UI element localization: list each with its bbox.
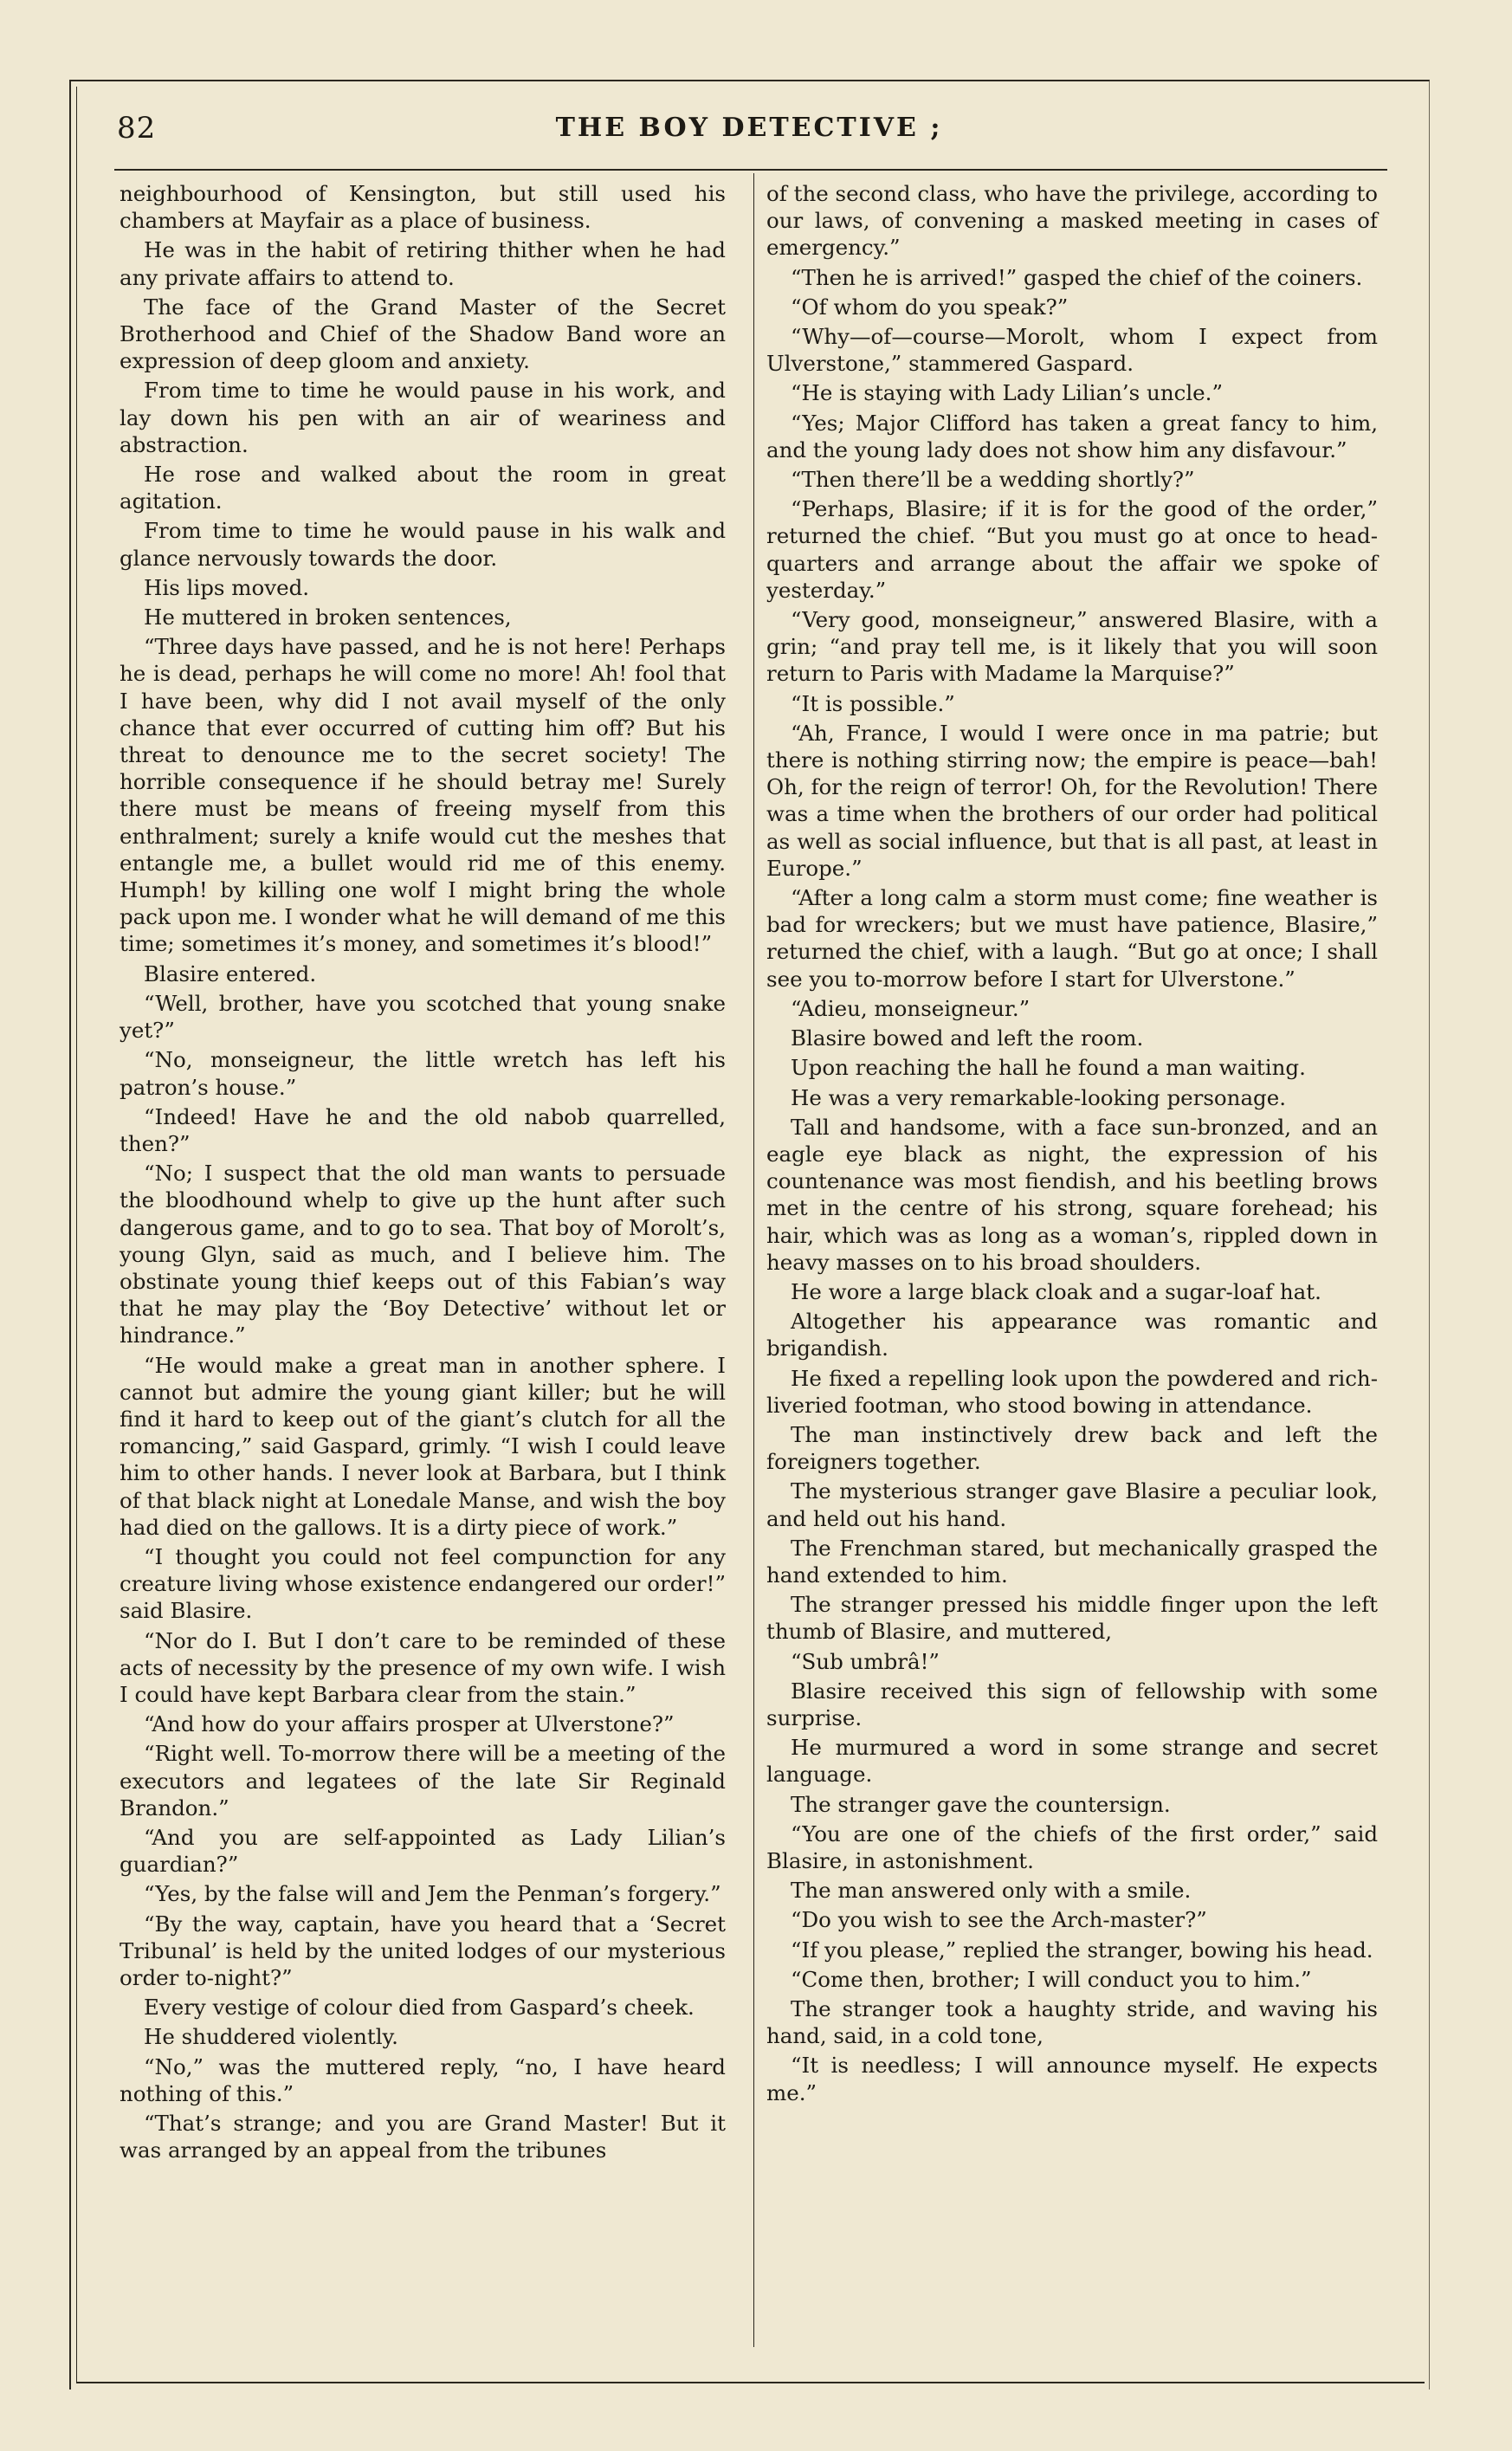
paragraph: “After a long calm a storm must come; fine weather is bad for wreckers; but we must have patience, Blasire,” returned the chief, with a laugh. “But go at once; I shall see you to-morrow before I start for Ulverstone.” (766, 885, 1378, 992)
paragraph: “No, monseigneur, the little wretch has left his patron’s house.” (120, 1047, 726, 1100)
paragraph: Blasire received this sign of fellowship with some surprise. (766, 1678, 1378, 1730)
column-divider (753, 173, 754, 2347)
paragraph: “Do you wish to see the Arch-master?” (791, 1907, 1207, 1933)
paragraph: “Very good, monseigneur,” answered Blasire, with a grin; “and pray tell me, is it likely that you will soon return to Paris with Madame la Marquise?” (766, 607, 1378, 687)
paragraph: “And how do your affairs prosper at Ulverstone?” (144, 1711, 675, 1737)
paragraph: The stranger took a haughty stride, and waving his hand, said, in a cold tone, (766, 1996, 1378, 2049)
paragraph: “Indeed! Have he and the old nabob quarrelled, then?” (120, 1103, 726, 1156)
paragraph: “Why—of—course—Morolt, whom I expect from Ulverstone,” stammered Gaspard. (766, 324, 1378, 377)
paragraph: “It is possible.” (791, 690, 955, 716)
paragraph: “By the way, captain, have you heard that a ‘Secret Tribunal’ is held by the united lodges of our mysterious order to-night?” (120, 1911, 726, 1990)
paragraph: “Yes; Major Clifford has taken a great fancy to him, and the young lady does not show him any disfavour.” (766, 410, 1378, 462)
paragraph: “Come then, brother; I will conduct you to him.” (791, 1966, 1312, 1992)
paragraph: “And you are self-appointed as Lady Lilian’s guardian?” (120, 1824, 726, 1878)
paragraph: Blasire entered. (144, 960, 317, 986)
paragraph: neighbourhood of Kensington, but still used his chambers at Mayfair as a place of business. (120, 181, 726, 234)
paragraph: “Well, brother, have you scotched that young snake yet?” (120, 990, 726, 1044)
paragraph: “Sub umbrâ!” (791, 1648, 940, 1674)
paragraph: He rose and walked about the room in great agitation. (120, 462, 726, 514)
paragraph: Every vestige of colour died from Gaspard’s cheek. (144, 1995, 695, 2021)
paragraph: “Three days have passed, and he is not here! Perhaps he is dead, perhaps he will come no more! Ah! fool that I have been, why did I not avail myself of the only chance that ever occurred of cutting him off? But his threat to denounce me to the secret society! The horrible consequence if he should betray me! Surely there must be means of freeing myself from this enthralment; surely a knife would cut the meshes that entangle me, a bullet would rid me of this enemy. Humph! by killing one wolf I might bring the whole pack upon me. I wonder what he will demand of me this time; sometimes it’s money, and sometimes it’s blood!” (120, 634, 726, 957)
paragraph: “Yes, by the false will and Jem the Penman’s forgery.” (144, 1881, 721, 1907)
paragraph: The Frenchman stared, but mechanically grasped the hand extended to him. (766, 1535, 1378, 1588)
paragraph: of the second class, who have the privilege, according to our laws, of convening a masked meeting in cases of emergency.” (766, 181, 1378, 261)
paragraph: He fixed a repelling look upon the powdered and rich-liveried footman, who stood bowing in attendance. (766, 1365, 1378, 1418)
paragraph: “You are one of the chiefs of the first order,” said Blasire, in astonishment. (766, 1820, 1378, 1873)
paragraph: The stranger pressed his middle finger upon the left thumb of Blasire, and muttered, (766, 1592, 1378, 1645)
paragraph: “If you please,” replied the stranger, bowing his head. (791, 1937, 1373, 1963)
paragraph: “Of whom do you speak?” (791, 294, 1069, 320)
paragraph: The mysterious stranger gave Blasire a peculiar look, and held out his hand. (766, 1478, 1378, 1531)
paragraph: The stranger gave the countersign. (791, 1791, 1171, 1817)
paragraph: From time to time he would pause in his walk and glance nervously towards the door. (120, 518, 726, 571)
paragraph: The man answered only with a smile. (791, 1878, 1192, 1904)
paragraph: He was a very remarkable-looking personage. (791, 1084, 1287, 1110)
paragraph: “I thought you could not feel compunction for any creature living whose existence endangered our order!” said Blasire. (120, 1543, 726, 1624)
left-column (120, 180, 726, 2166)
paragraph: The man instinctively drew back and left the foreigners together. (766, 1421, 1378, 1475)
paragraph: “Right well. To-morrow there will be a meeting of the executors and legatees of the late Sir Reginald Brandon.” (120, 1741, 726, 1820)
paragraph: The face of the Grand Master of the Secret Brotherhood and Chief of the Shadow Band wore an expression of deep gloom and anxiety. (120, 294, 726, 374)
page-number: 82 (117, 111, 157, 146)
paragraph: “Nor do I. But I don’t care to be reminded of these acts of necessity by the presence of my own wife. I wish I could have kept Barbara clear from the stain.” (120, 1627, 726, 1707)
paragraph: “It is needless; I will announce myself. He expects me.” (766, 2053, 1378, 2105)
paragraph: “Then there’ll be a wedding shortly?” (791, 467, 1195, 493)
paragraph: Blasire bowed and left the room. (791, 1025, 1144, 1051)
right-column (766, 180, 1378, 2109)
paragraph: “No; I suspect that the old man wants to persuade the bloodhound whelp to give up the hunt after such dangerous game, and to go to sea. That boy of Morolt’s, young Glyn, said as much, and I believe him. The obstinate young thief keeps out of this Fabian’s way that he may play the ‘Boy Detective’ without let or hindrance.” (120, 1161, 726, 1348)
paragraph: He shuddered violently. (144, 2024, 398, 2050)
header-rule (114, 169, 1387, 171)
paragraph: “Adieu, monseigneur.” (791, 995, 1031, 1021)
paragraph: “No,” was the muttered reply, “no, I have heard nothing of this.” (120, 2053, 726, 2106)
paragraph: “Perhaps, Blasire; if it is for the good of the order,” returned the chief. “But you must go at once to head-quarters and arrange about the affair we spoke of yesterday.” (766, 496, 1378, 603)
paragraph: “Ah, France, I would I were once in ma patrie; but there is nothing stirring now; the empire is peace—bah! Oh, for the reign of terror! Oh, for the Revolution! There was a time when the brothers of our order had political as well as social influence, but that is all past, at least in Europe.” (766, 720, 1378, 881)
paragraph: He wore a large black cloak and a sugar-loaf hat. (791, 1278, 1321, 1304)
paragraph: “He is staying with Lady Lilian’s uncle.” (791, 380, 1223, 406)
paragraph: His lips moved. (144, 574, 310, 600)
paragraph: He was in the habit of retiring thither when he had any private affairs to attend to. (120, 237, 726, 290)
paragraph: Altogether his appearance was romantic and brigandish. (766, 1309, 1378, 1361)
page-header (117, 111, 1381, 163)
paragraph: “He would make a great man in another sphere. I cannot but admire the young giant killer; but he will find it hard to keep out of the giant’s clutch for all the romancing,” said Gaspard, grimly. “I wish I could leave him to other hands. I never look at Barbara, but I think of that black night at Lonedale Manse, and wish the boy had died on the gallows. It is a dirty piece of work.” (120, 1352, 726, 1540)
running-title: THE BOY DETECTIVE ; (555, 113, 943, 143)
paragraph: Tall and handsome, with a face sun-bronzed, and an eagle eye black as night, the expression of his countenance was most fiendish, and his beetling brows met in the centre of his strong, square forehead; his hair, which was as long as a woman’s, rippled down in heavy masses on to his broad shoulders. (766, 1114, 1378, 1275)
paragraph: “Then he is arrived!” gasped the chief of the coiners. (791, 264, 1363, 290)
paragraph: From time to time he would pause in his work, and lay down his pen with an air of weariness and abstraction. (120, 378, 726, 457)
paragraph: He muttered in broken sentences, (144, 605, 512, 631)
paragraph: Upon reaching the hall he found a man waiting. (791, 1055, 1306, 1081)
paragraph: “That’s strange; and you are Grand Master! But it was arranged by an appeal from the tribunes (120, 2111, 726, 2163)
paragraph: He murmured a word in some strange and secret language. (766, 1735, 1378, 1788)
